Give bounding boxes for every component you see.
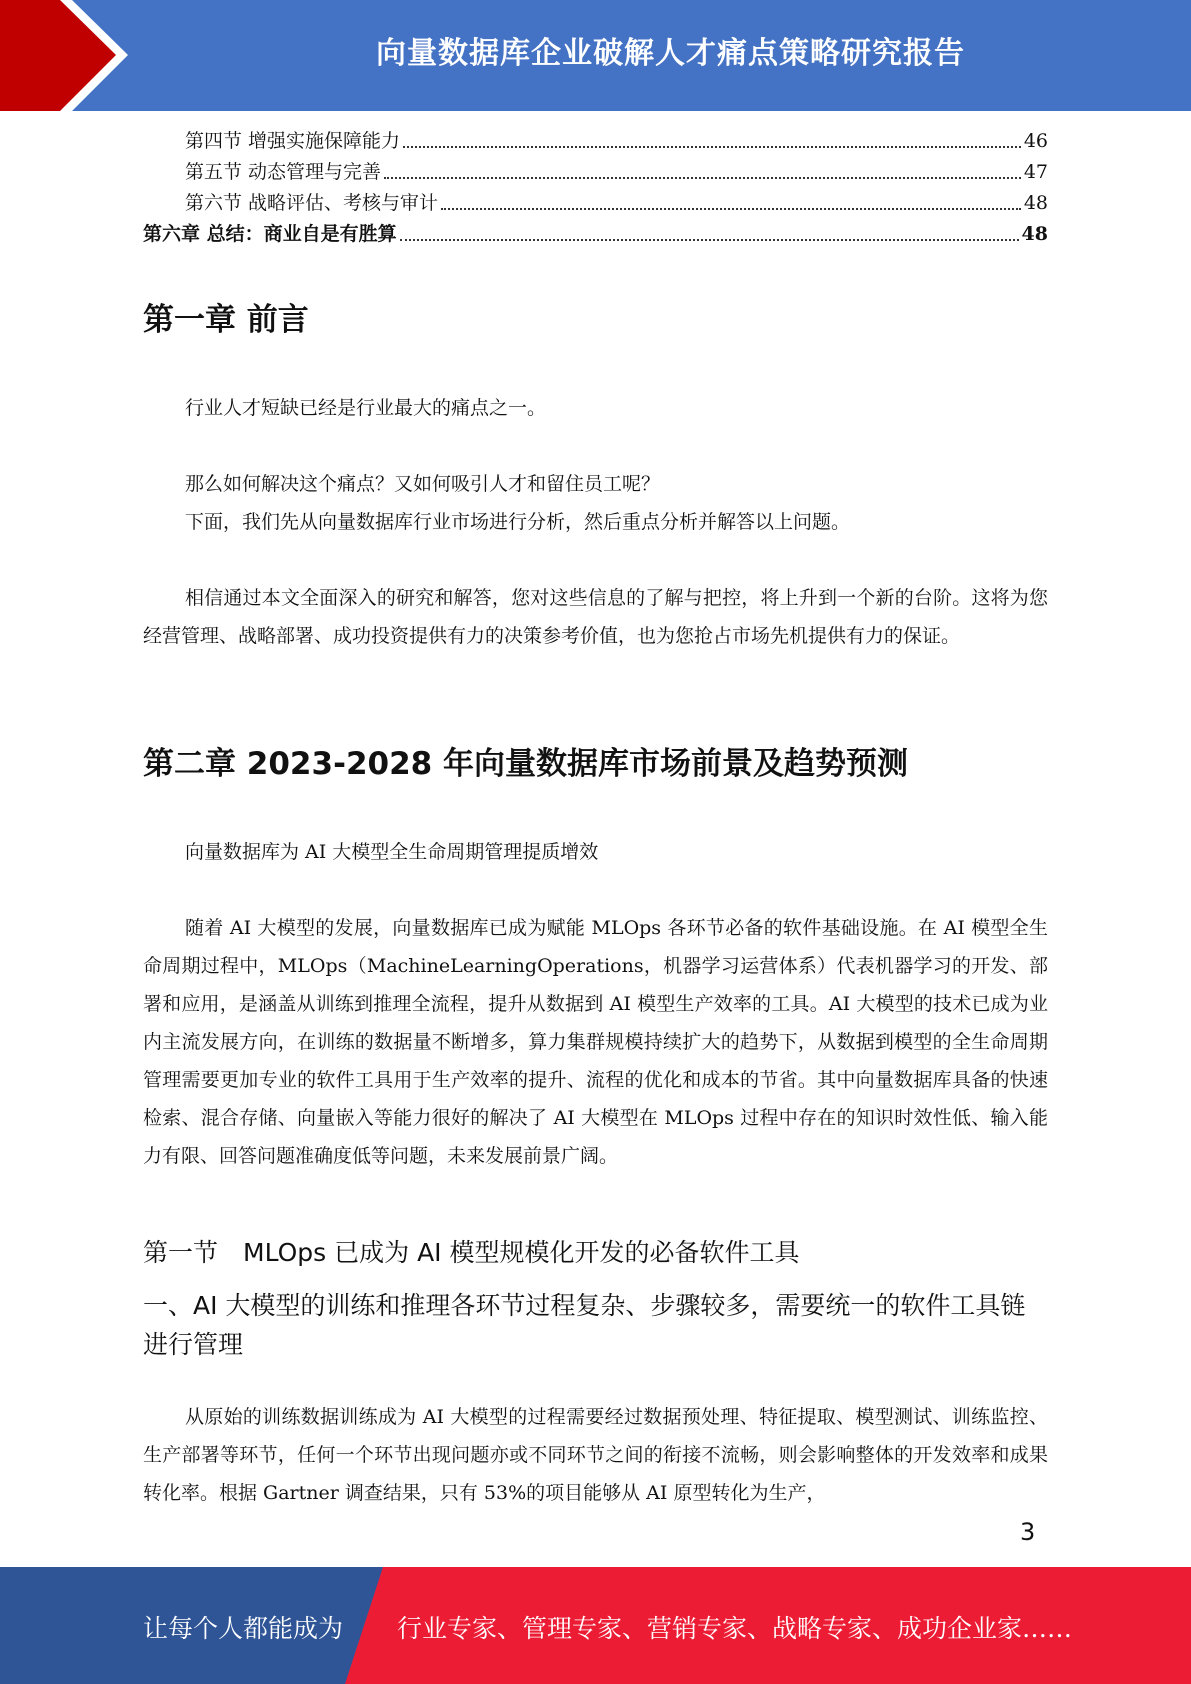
paragraph: 相信通过本文全面深入的研究和解答，您对这些信息的了解与把控，将上升到一个新的台阶。这将为您经营管理、战略部署、成功投资提供有力的决策参考价值，也为您抢占市场先机提供有力的保证。: [143, 587, 1048, 647]
paragraph: 向量数据库为 AI 大模型全生命周期管理提质增效: [185, 841, 599, 863]
toc-entry-title: 第六章 总结：商业自是有胜算: [143, 223, 397, 245]
table-of-contents: [143, 126, 1048, 250]
page-header: [0, 0, 1191, 111]
paragraph: 那么如何解决这个痛点？又如何吸引人才和留住员工呢？: [185, 473, 661, 495]
toc-leader-dots: [403, 146, 1021, 148]
toc-entry[interactable]: [143, 126, 1048, 157]
toc-entry-page: 48: [1023, 192, 1048, 214]
page-footer: [0, 1567, 1191, 1684]
toc-leader-dots: [400, 239, 1019, 241]
document-body: [143, 126, 1048, 1504]
page-number: 3: [1020, 1518, 1036, 1546]
toc-entry[interactable]: [143, 157, 1048, 188]
paragraph: 从原始的训练数据训练成为 AI 大模型的过程需要经过数据预处理、特征提取、模型测试、训练监控、生产部署等环节，任何一个环节出现问题亦或不同环节之间的衔接不流畅，则会影响整体的开发效率和成果转化率。根据 Gartner 调查结果，只有 53%的项目能够从 AI 原型转化为生产，: [143, 1406, 1048, 1504]
footer-slogan-right: 行业专家、管理专家、营销专家、战略专家、成功企业家……: [397, 1614, 1073, 1643]
toc-entry[interactable]: [143, 188, 1048, 219]
toc-entry-title: 第六节 战略评估、考核与审计: [185, 192, 439, 214]
paragraph: 随着 AI 大模型的发展，向量数据库已成为赋能 MLOps 各环节必备的软件基础设施。在 AI 模型全生命周期过程中，MLOps（MachineLearningOperations，机器学习运营体系）代表机器学习的开发、部署和应用，是涵盖从训练到推理全流程，提升从数据到 AI 模型生产效率的工具。AI 大模型的技术已成为业内主流发展方向，在训练的数据量不断增多，算力集群规模持续扩大的趋势下，从数据到模型的全生命周期管理需要更加专业的软件工具用于生产效率的提升、流程的优化和成本的节省。其中向量数据库具备的快速检索、混合存储、向量嵌入等能力很好的解决了 AI 大模型在 MLOps 过程中存在的知识时效性低、输入能力有限、回答问题准确度低等问题，未来发展前景广阔。: [143, 917, 1048, 1167]
chapter-heading: 第一章 前言: [143, 302, 309, 338]
chapter-heading: 第二章 2023-2028 年向量数据库市场前景及趋势预测: [143, 746, 909, 782]
section-heading: 第一节 MLOps 已成为 AI 模型规模化开发的必备软件工具: [143, 1238, 800, 1267]
paragraph: 下面，我们先从向量数据库行业市场进行分析，然后重点分析并解答以上问题。: [185, 511, 851, 533]
toc-entry[interactable]: [143, 219, 1048, 250]
toc-leader-dots: [441, 208, 1021, 210]
paragraph: 行业人才短缺已经是行业最大的痛点之一。: [185, 397, 547, 419]
toc-entry-page: 48: [1021, 223, 1048, 245]
footer-slogan-left: 让每个人都能成为: [143, 1614, 344, 1643]
toc-leader-dots: [384, 177, 1021, 179]
toc-entry-title: 第四节 增强实施保障能力: [185, 130, 401, 152]
toc-entry-page: 46: [1023, 130, 1048, 152]
header-title: 向量数据库企业破解人才痛点策略研究报告: [376, 36, 965, 71]
toc-entry-title: 第五节 动态管理与完善: [185, 161, 382, 183]
subsection-heading: 一、AI 大模型的训练和推理各环节过程复杂、步骤较多，需要统一的软件工具链进行管理: [143, 1291, 1026, 1359]
toc-entry-page: 47: [1023, 161, 1048, 183]
